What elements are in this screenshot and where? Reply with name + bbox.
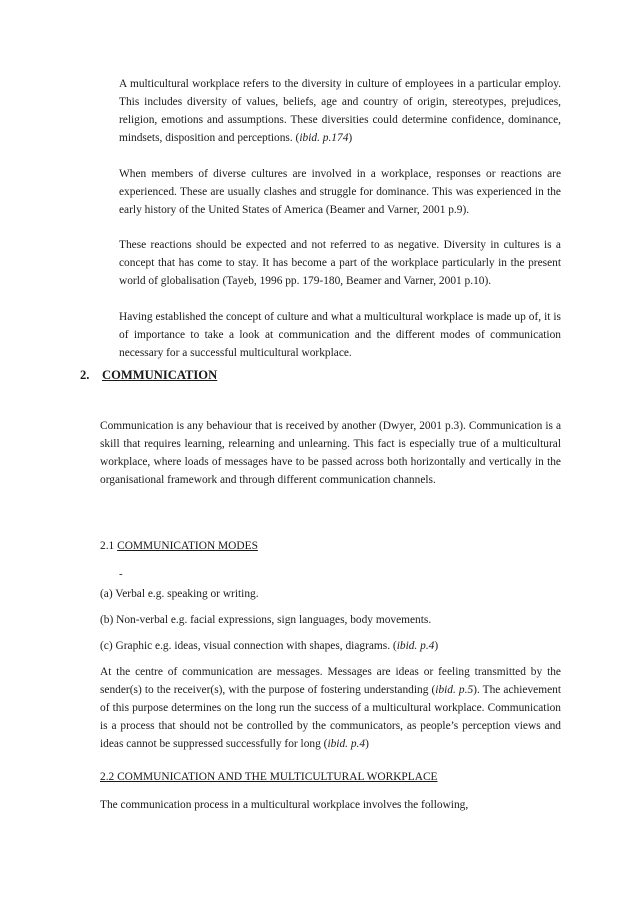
list-item-non-verbal: (b) Non-verbal e.g. facial expressions, sign languages, body movements. <box>100 614 432 626</box>
subsection-heading-modes <box>100 537 258 555</box>
section-title: COMMUNICATION <box>102 368 218 382</box>
citation: ibid. p.4 <box>396 640 435 652</box>
subsection-heading-workplace <box>100 768 438 786</box>
paragraph-messages: At the centre of communication are messages. Messages are ideas or feeling transmitted by the sender(s) to the receiver(s), with the purpose of fostering understanding (ibid. p.5). The achievement of this purpose determines on the long run the success of a multicultural workplace. Communication is a process that should not be controlled by the communicators, as people’s perception views and ideas cannot be suppressed successfully for long (ibid. p.4) <box>100 666 561 750</box>
paragraph-reactions: These reactions should be expected and not referred to as negative. Diversity in cultures is a concept that has come to stay. It has become a part of the workplace particularly in the present world of globalisation (Tayeb, 1996 pp. 179-180, Beamer and Varner, 2001 p.10). <box>119 239 561 287</box>
citation: ibid. p.4 <box>327 738 366 750</box>
list-item-graphic: (c) Graphic e.g. ideas, visual connection with shapes, diagrams. (ibid. p.4) <box>100 640 439 652</box>
subsection-number: 2.1 <box>100 540 118 552</box>
paragraph-multicultural-definition: A multicultural workplace refers to the diversity in culture of employees in a particular employ. This includes diversity of values, beliefs, age and country of origin, stereotypes, prejudices, religion, emotions and assumptions. These diversities could determine confidence, dominance, mindsets, disposition and perceptions. (ibid. p.174) <box>119 78 561 144</box>
dash-mark: - <box>119 568 123 580</box>
subsection-title: 2.2 COMMUNICATION AND THE MULTICULTURAL WORKPLACE <box>100 771 438 783</box>
paragraph-process: The communication process in a multicultural workplace involves the following, <box>100 799 469 811</box>
section-number: 2. <box>80 368 90 382</box>
citation: ibid. p.174 <box>299 132 349 144</box>
list-item-verbal: (a) Verbal e.g. speaking or writing. <box>100 588 259 600</box>
paragraph-communication-definition: Communication is any behaviour that is received by another (Dwyer, 2001 p.3). Communication is a skill that requires learning, relearning and unlearning. This fact is especially true of a multicultural workplace, where loads of messages have to be passed across both horizontally and vertically in the organisational framework and through different communication channels. <box>100 420 561 486</box>
citation: ibid. p.5 <box>435 684 474 696</box>
paragraph-having-established: Having established the concept of culture and what a multicultural workplace is made up of, it is of importance to take a look at communication and the different modes of communication necessary for a successful multicultural workplace. <box>119 311 561 359</box>
paragraph-diverse-cultures: When members of diverse cultures are involved in a workplace, responses or reactions are experienced. These are usually clashes and struggle for dominance. This was experienced in the early history of the United States of America (Beamer and Varner, 2001 p.9). <box>119 168 561 216</box>
subsection-title: COMMUNICATION MODES <box>117 540 258 552</box>
section-heading <box>80 366 217 384</box>
